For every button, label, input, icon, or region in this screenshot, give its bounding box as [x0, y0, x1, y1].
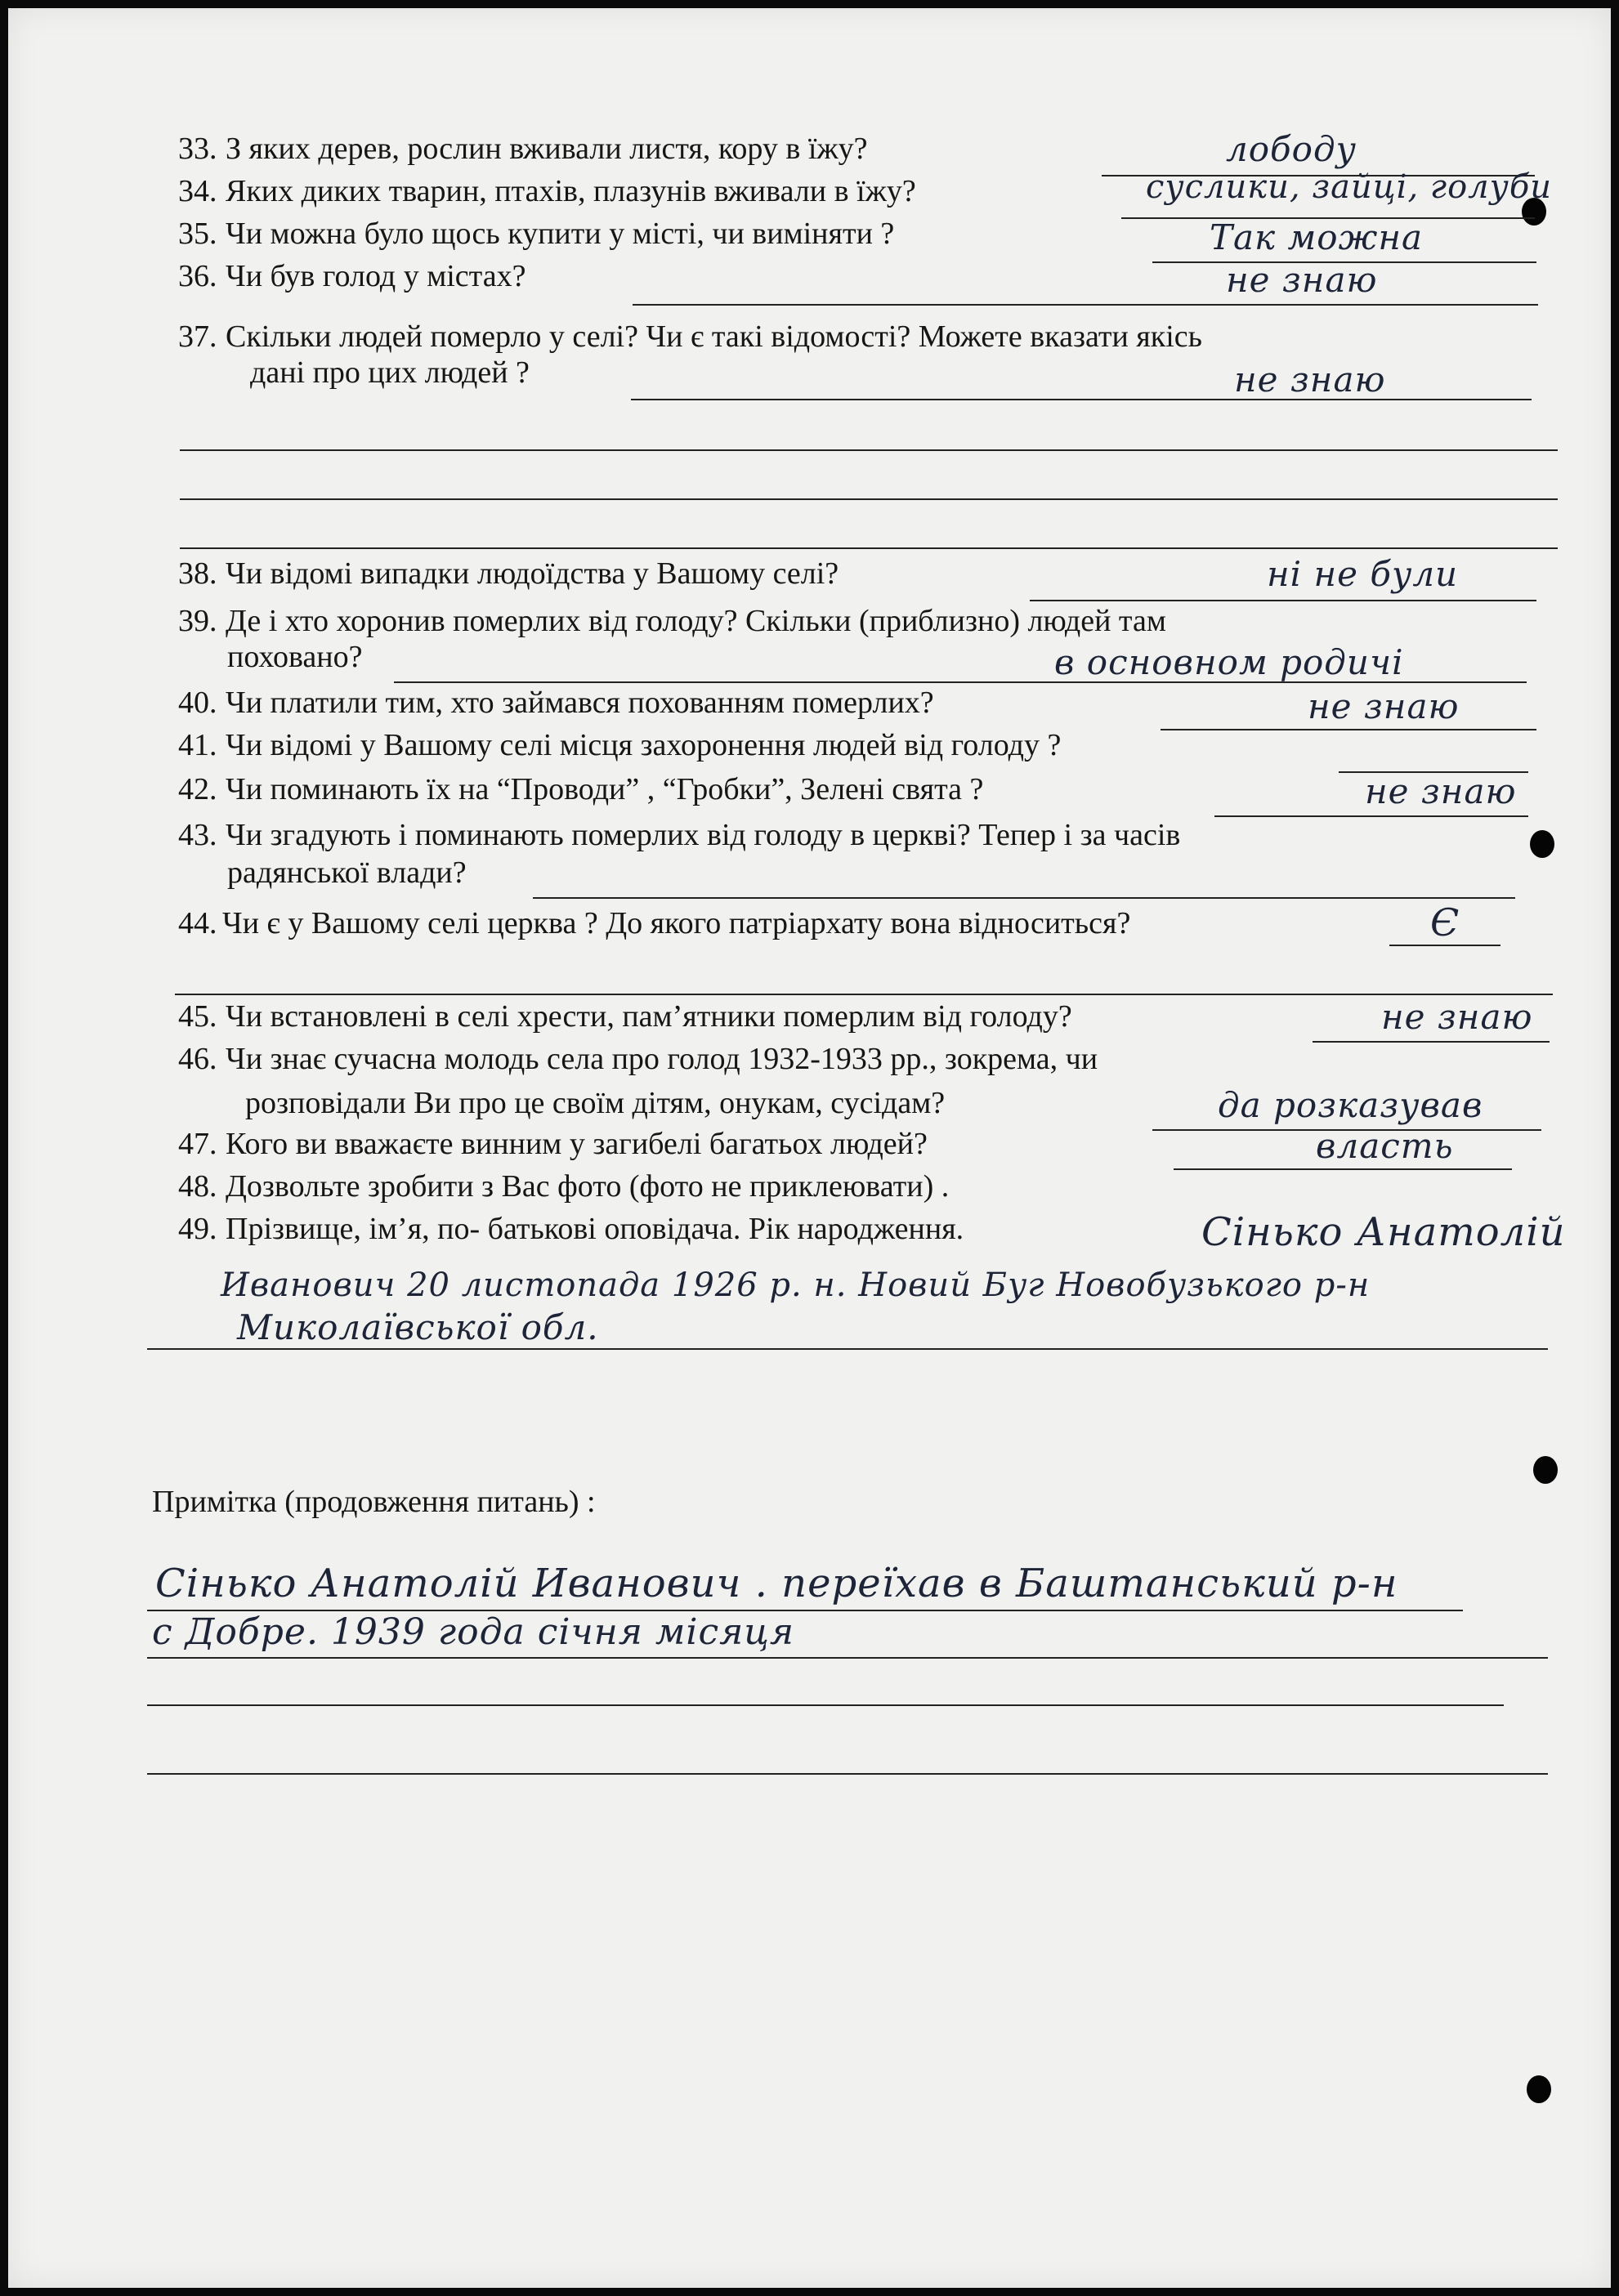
question-36: 36. Чи був голод у містах? [178, 259, 526, 293]
answer-44: Є [1430, 900, 1460, 945]
answer-37: не знаю [1234, 360, 1386, 400]
punch-hole [1530, 830, 1554, 858]
answer-34: суслики, зайці, голуби [1146, 168, 1553, 206]
question-44: 44. Чи є у Вашому селі церква ? До якого патріархату вона відноситься? [178, 906, 1131, 940]
question-49: 49. Прізвище, ім’я, по- батькові оповідача. Рік народження. [178, 1212, 964, 1246]
question-35: 35. Чи можна було щось купити у місті, чи виміняти ? [178, 217, 895, 251]
answer-line [1030, 600, 1536, 601]
question-38: 38. Чи відомі випадки людоїдства у Вашому селі? [178, 556, 839, 591]
question-48: 48. Дозвольте зробити з Вас фото (фото не приклеювати) . [178, 1169, 950, 1204]
question-number: 33. [178, 132, 217, 166]
question-37-cont: дані про цих людей ? [250, 355, 530, 390]
punch-hole [1527, 2075, 1551, 2103]
question-text: З яких дерев, рослин вживали листя, кору в їжу? [226, 132, 868, 166]
note-line [147, 1704, 1504, 1706]
note-line [147, 1773, 1548, 1775]
question-41: 41. Чи відомі у Вашому селі місця захоронення людей від голоду ? [178, 728, 1062, 762]
answer-line [1214, 815, 1528, 817]
answer-36: не знаю [1226, 260, 1378, 300]
answer-line [631, 399, 1532, 400]
blank-line [180, 498, 1558, 500]
punch-hole [1533, 1456, 1558, 1484]
answer-49: Сінько Анатолій [1201, 1209, 1566, 1255]
question-33 [178, 131, 868, 167]
blank-line [175, 994, 1553, 995]
note-line [147, 1657, 1548, 1659]
answer-39: в основном родичі [1054, 642, 1404, 682]
answer-42: не знаю [1365, 771, 1517, 811]
answer-line [147, 1348, 1548, 1350]
answer-line [1389, 945, 1500, 946]
answer-40: не знаю [1308, 686, 1460, 726]
answer-35: Так можна [1210, 217, 1424, 257]
answer-line [633, 304, 1538, 306]
note-line-2: с Добре. 1939 года січня місяця [152, 1611, 795, 1653]
answer-45: не знаю [1381, 997, 1533, 1037]
blank-line [180, 547, 1558, 549]
question-37: 37. Скільки людей померло у селі? Чи є такі відомості? Можете вказати якісь [178, 319, 1202, 354]
question-47: 47. Кого ви вважаєте винним у загибелі багатьох людей? [178, 1127, 928, 1161]
answer-38: ні не були [1267, 554, 1459, 594]
answer-49-line-2: Иванович 20 листопада 1926 р. н. Новий Буг Новобузького р-н [221, 1266, 1371, 1304]
question-46: 46. Чи знає сучасна молодь села про голод 1932-1933 рр., зокрема, чи [178, 1042, 1098, 1076]
question-45: 45. Чи встановлені в селі хрести, пам’ятники померлим від голоду? [178, 999, 1072, 1034]
question-40: 40. Чи платили тим, хто займався похованням померлих? [178, 686, 934, 720]
answer-line [1174, 1168, 1512, 1170]
questionnaire-page [8, 8, 1611, 2288]
answer-line [1313, 1041, 1550, 1043]
question-42: 42. Чи поминають їх на “Проводи” , “Гробки”, Зелені свята ? [178, 772, 984, 806]
question-34: 34. Яких диких тварин, птахів, плазунів вживали в їжу? [178, 174, 916, 208]
question-39-cont: поховано? [227, 640, 363, 674]
answer-47: власть [1316, 1126, 1454, 1166]
answer-33: лободу [1226, 129, 1357, 169]
answer-line [1161, 729, 1536, 730]
question-43-cont: радянської влади? [227, 855, 467, 890]
blank-line [180, 449, 1558, 451]
answer-46: да розказував [1218, 1085, 1483, 1125]
question-39: 39. Де і хто хоронив померлих від голоду? Скільки (приблизно) людей там [178, 604, 1166, 638]
question-43: 43. Чи згадують і поминають померлих від голоду в церкві? Тепер і за часів [178, 818, 1181, 852]
question-46-cont: розповідали Ви про це своїм дітям, онукам, сусідам? [245, 1086, 946, 1120]
answer-49-line-3: Миколаївської обл. [237, 1307, 599, 1347]
answer-line [533, 897, 1515, 899]
note-label: Примітка (продовження питань) : [152, 1485, 596, 1519]
note-line-1: Сінько Анатолій Иванович . переїхав в Баштанський р-н [155, 1561, 1398, 1606]
